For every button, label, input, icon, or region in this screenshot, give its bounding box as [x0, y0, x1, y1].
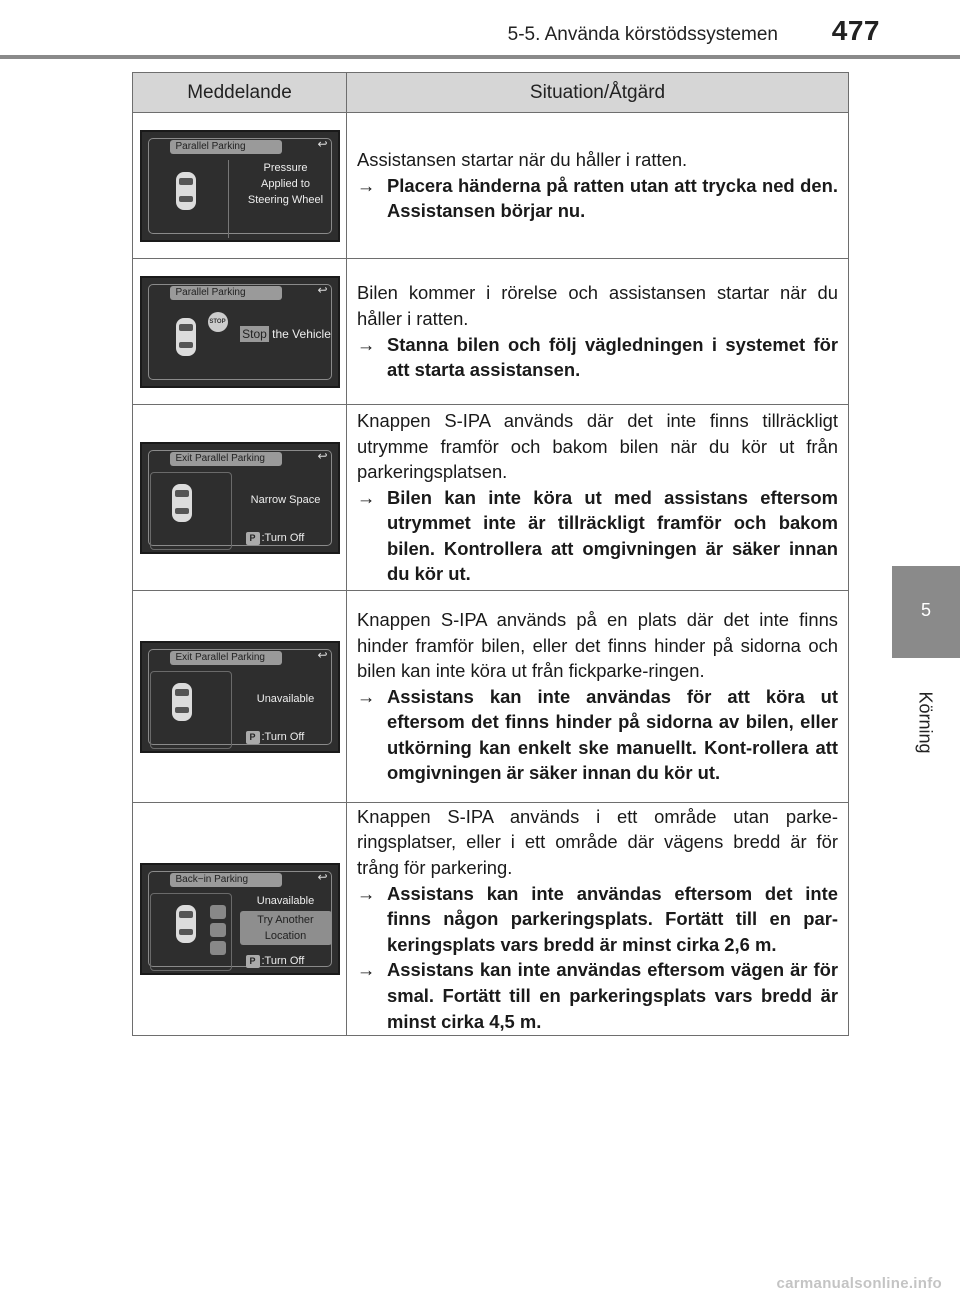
header-rule — [0, 55, 960, 59]
situation-text: Knappen S-IPA används i ett område utan parke-ringsplatser, eller i ett område där vägens bredd är för trång för parkering. — [357, 805, 838, 879]
screen-title: Parallel Parking — [170, 286, 282, 300]
display-screen-image — [140, 276, 340, 388]
screen-title: Exit Parallel Parking — [170, 452, 282, 466]
display-screen-image — [140, 442, 340, 554]
action-item: → Bilen kan inte köra ut med assistans eftersom utrymmet inte är tillräckligt framför och bakom bilen. Kontrollera att omgivningen är säker innan du kör ut. — [357, 485, 838, 587]
stop-sign-icon: STOP — [208, 312, 228, 332]
situation-text: Knappen S-IPA används på en plats där det inte finns hinder framför bilen, eller det finns hinder på sidorna och bilen kan inte köra ut från fickparke-ringen. — [357, 608, 838, 682]
screen-title: Parallel Parking — [170, 140, 282, 154]
section-title: 5-5. Använda körstödssystemen — [507, 24, 778, 45]
action-item: → Assistans kan inte användas eftersom det inte finns någon parkeringsplats. Fortätt till en par-keringsplats vars bredd är minst cirka 2,6 m. — [357, 881, 838, 958]
action-item: → Assistans kan inte användas för att köra ut eftersom det finns hinder på sidorna av bilen, eller utkörning kan enkelt ske manuellt. Kont-rollera att omgivningen är säker innan du kör ut. — [357, 684, 838, 786]
message-screen-cell — [133, 113, 347, 258]
arrow-icon: → — [357, 685, 376, 707]
screen-message: Pressure Applied to Steering Wheel — [247, 161, 324, 206]
display-screen-image — [140, 863, 340, 975]
situation-text: Knappen S-IPA används där det inte finns tillräckligt utrymme framför och bakom bilen när du kör ut från parkeringsplatsen. — [357, 409, 838, 483]
chapter-tab — [892, 566, 960, 658]
table-header — [133, 73, 848, 113]
screen-message: Narrow Space — [250, 493, 321, 506]
chapter-number: 5 — [920, 600, 931, 620]
car-icon — [176, 172, 196, 210]
message-screen-cell — [133, 591, 347, 802]
try-another-location-box: Try Another Location — [240, 911, 332, 945]
screen-title: Back−in Parking — [170, 873, 282, 887]
situation-cell — [347, 405, 848, 590]
turn-off-hint: P :Turn Off — [246, 955, 305, 968]
message-table — [132, 72, 849, 1036]
message-screen-cell — [133, 803, 347, 1035]
back-arrow-icon: ↩ — [317, 136, 328, 151]
situation-cell — [347, 803, 848, 1035]
table-row — [133, 113, 848, 259]
car-icon — [172, 683, 192, 721]
turn-off-hint: P :Turn Off — [246, 532, 305, 545]
message-screen-cell — [133, 259, 347, 404]
chapter-label-wrap — [910, 676, 940, 766]
action-item: → Placera händerna på ratten utan att trycka ned den. Assistansen börjar nu. — [357, 173, 838, 224]
page-number: 477 — [831, 15, 880, 46]
page-header — [0, 0, 960, 58]
table-row — [133, 259, 848, 405]
arrow-icon: → — [357, 486, 376, 508]
car-icon — [172, 484, 192, 522]
arrow-icon: → — [357, 882, 376, 904]
situation-cell — [347, 259, 848, 404]
watermark: carmanualsonline.info — [776, 1275, 942, 1292]
car-icon — [176, 905, 196, 943]
screen-message: Stop the Vehicle — [242, 326, 331, 341]
car-icon — [176, 318, 196, 356]
screen-message: Unavailable — [256, 895, 315, 907]
p-switch-icon: P — [246, 955, 260, 968]
situation-text: Bilen kommer i rörelse och assistansen startar när du håller i ratten. — [357, 282, 838, 329]
back-arrow-icon: ↩ — [317, 870, 328, 884]
screen-message: Unavailable — [256, 692, 315, 705]
table-row — [133, 591, 848, 803]
situation-cell — [347, 113, 848, 258]
table-row — [133, 803, 848, 1035]
action-item: → Stanna bilen och följ vägledningen i systemet för att starta assistansen. — [357, 332, 838, 383]
situation-cell — [347, 591, 848, 802]
back-arrow-icon: ↩ — [317, 448, 328, 463]
col-header-situation: Situation/Åtgärd — [529, 81, 666, 103]
arrow-icon: → — [357, 959, 376, 981]
back-arrow-icon: ↩ — [317, 647, 328, 662]
back-arrow-icon: ↩ — [317, 282, 328, 297]
chapter-label: Körning — [915, 691, 936, 754]
situation-text: Assistansen startar när du håller i ratten. — [357, 149, 688, 171]
arrow-icon: → — [357, 174, 376, 196]
turn-off-hint: P :Turn Off — [246, 731, 305, 744]
display-screen-image — [140, 130, 340, 242]
p-switch-icon: P — [246, 731, 260, 744]
display-screen-image — [140, 641, 340, 753]
arrow-icon: → — [357, 333, 376, 355]
action-item: → Assistans kan inte användas eftersom vägen är för smal. Fortätt till en parkeringsplats vars bredd är minst cirka 4,5 m. — [357, 957, 838, 1034]
message-screen-cell — [133, 405, 347, 590]
col-header-message: Meddelande — [133, 73, 347, 112]
table-row — [133, 405, 848, 591]
p-switch-icon: P — [246, 532, 260, 545]
screen-title: Exit Parallel Parking — [170, 651, 282, 665]
parking-space-icons — [210, 905, 226, 959]
